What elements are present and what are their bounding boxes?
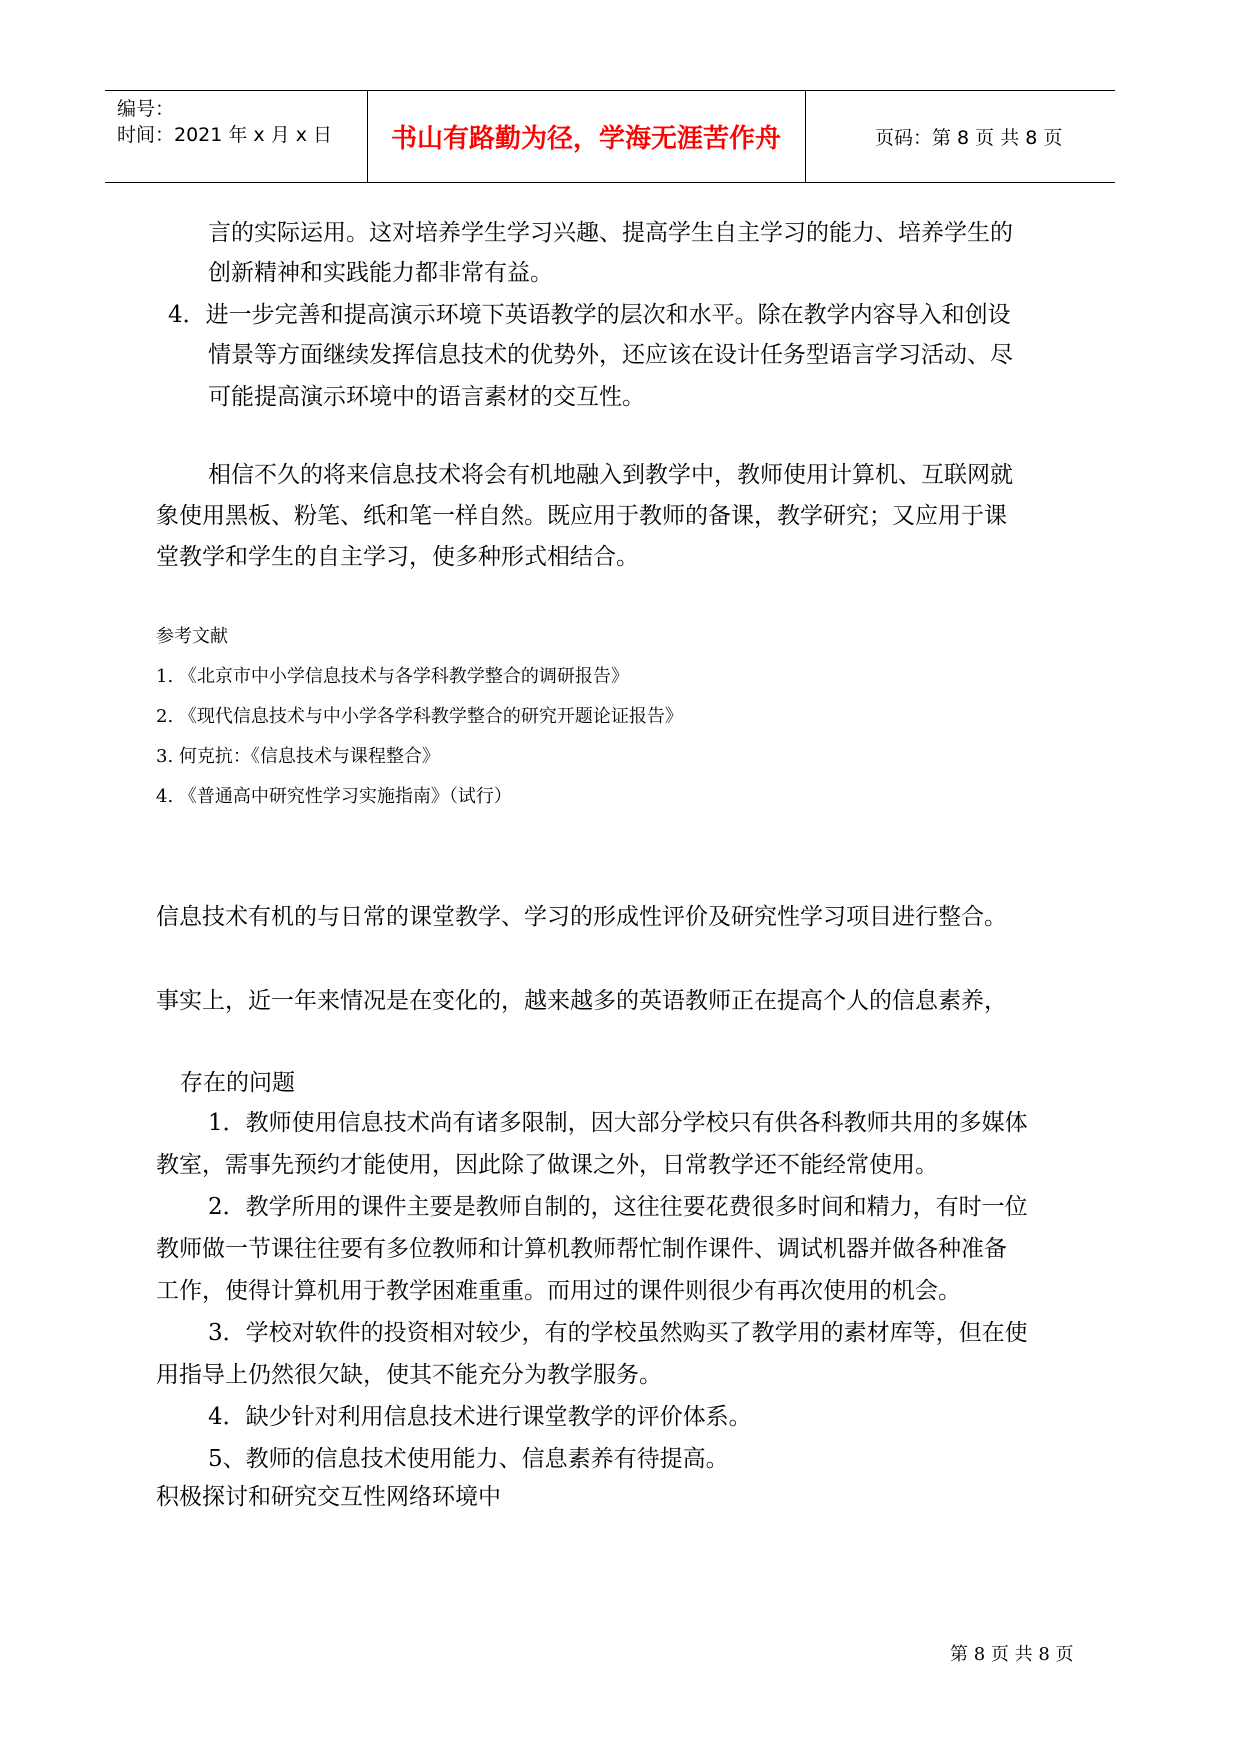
reference-item: 2. 《现代信息技术与中小学各学科教学整合的研究开题论证报告》 [156, 706, 683, 727]
list-item-4: 4．进一步完善和提高演示环境下英语教学的层次和水平。除在教学内容导入和创设 [168, 302, 1011, 328]
header-page-label: 页码：第 8 页 共 8 页 [875, 127, 1063, 149]
body-continuation-line: 创新精神和实践能力都非常有益。 [208, 260, 553, 286]
document-time-label: 时间：2021 年 x 月 x 日 [117, 124, 333, 146]
conclusion-paragraph-line: 堂教学和学生的自主学习，使多种形式相结合。 [156, 544, 639, 570]
problem-item-4: 4．缺少针对利用信息技术进行课堂教学的评价体系。 [208, 1404, 752, 1430]
extra-paragraph: 信息技术有机的与日常的课堂教学、学习的形成性评价及研究性学习项目进行整合。 [156, 904, 1007, 930]
problem-item-1-line: 教室，需事先预约才能使用，因此除了做课之外，日常教学还不能经常使用。 [156, 1152, 938, 1178]
page-footer: 第 8 页 共 8 页 [950, 1644, 1074, 1665]
list-item-4-line: 可能提高演示环境中的语言素材的交互性。 [208, 384, 645, 410]
problem-item-2-line: 教师做一节课往往要有多位教师和计算机教师帮忙制作课件、调试机器并做各种准备 [156, 1236, 1007, 1262]
section-heading: 存在的问题 [180, 1070, 295, 1096]
header-bottom-rule [105, 182, 1115, 183]
document-number-label: 编号： [117, 98, 175, 120]
problem-item-5: 5、教师的信息技术使用能力、信息素养有待提高。 [208, 1446, 729, 1472]
problem-item-3: 3．学校对软件的投资相对较少，有的学校虽然购买了教学用的素材库等，但在使 [208, 1320, 1028, 1346]
reference-item: 4. 《普通高中研究性学习实施指南》（试行） [156, 786, 512, 807]
header-top-rule [105, 90, 1115, 91]
problem-item-1: 1．教师使用信息技术尚有诸多限制，因大部分学校只有供各科教师共用的多媒体 [208, 1110, 1028, 1136]
problem-item-3-line: 用指导上仍然很欠缺，使其不能充分为教学服务。 [156, 1362, 662, 1388]
header-divider-right [805, 90, 806, 182]
body-continuation-line: 言的实际运用。这对培养学生学习兴趣、提高学生自主学习的能力、培养学生的 [208, 220, 1013, 246]
closing-line: 积极探讨和研究交互性网络环境中 [156, 1484, 501, 1510]
conclusion-paragraph: 相信不久的将来信息技术将会有机地融入到教学中，教师使用计算机、互联网就 [208, 462, 1013, 488]
problem-item-2: 2．教学所用的课件主要是教师自制的，这往往要花费很多时间和精力，有时一位 [208, 1194, 1028, 1220]
extra-paragraph: 事实上，近一年来情况是在变化的，越来越多的英语教师正在提高个人的信息素养， [156, 988, 1007, 1014]
references-title: 参考文献 [156, 626, 228, 647]
reference-item: 1. 《北京市中小学信息技术与各学科教学整合的调研报告》 [156, 666, 629, 687]
list-item-4-line: 情景等方面继续发挥信息技术的优势外，还应该在设计任务型语言学习活动、尽 [208, 342, 1013, 368]
conclusion-paragraph-line: 象使用黑板、粉笔、纸和笔一样自然。既应用于教师的备课，教学研究；又应用于课 [156, 503, 1007, 529]
problem-item-2-line: 工作，使得计算机用于教学困难重重。而用过的课件则很少有再次使用的机会。 [156, 1278, 961, 1304]
page-header [105, 90, 1115, 182]
header-motto: 书山有路勤为径，学海无涯苦作舟 [390, 124, 781, 154]
reference-item: 3. 何克抗：《信息技术与课程整合》 [156, 746, 440, 767]
